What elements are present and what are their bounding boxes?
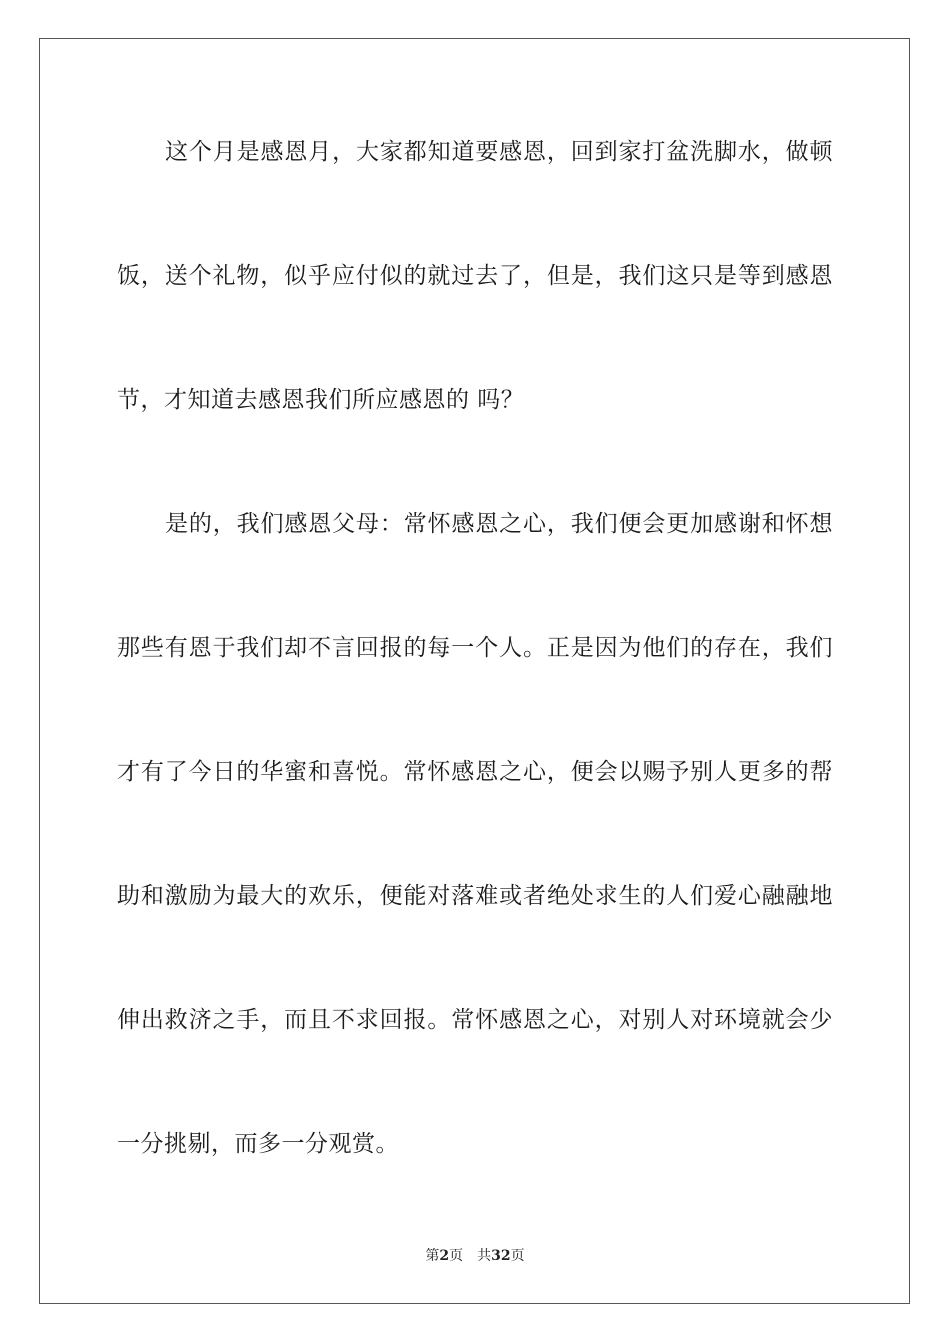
- text-line: 节，才知道去感恩我们所应感恩的 吗？: [117, 387, 525, 413]
- text-line: 助和激励为最大的欢乐，便能对落难或者绝处求生的人们爱心融融地: [117, 883, 833, 909]
- total-prefix: 共: [477, 1248, 492, 1264]
- page-border: [39, 38, 910, 1304]
- page-prefix: 第: [425, 1248, 440, 1264]
- text-line: 伸出救济之手，而且不求回报。常怀感恩之心，对别人对环境就会少: [117, 1007, 833, 1033]
- text-line: 才有了今日的华蜜和喜悦。常怀感恩之心，便会以赐予别人更多的帮: [117, 759, 833, 785]
- text-line: 那些有恩于我们却不言回报的每一个人。正是因为他们的存在，我们: [117, 635, 833, 661]
- text-line: 一分挑剔，而多一分观赏。: [117, 1131, 399, 1157]
- page-footer: [0, 1247, 950, 1265]
- total-pages: 32: [491, 1248, 511, 1264]
- total-suffix: 页: [510, 1248, 525, 1264]
- text-line: 这个月是感恩月，大家都知道要感恩，回到家打盆洗脚水，做顿: [165, 139, 833, 165]
- page-number: 2: [439, 1248, 450, 1264]
- text-line: 是的，我们感恩父母：常怀感恩之心，我们便会更加感谢和怀想: [165, 511, 833, 537]
- page-suffix: 页: [449, 1248, 464, 1264]
- text-line: 饭，送个礼物，似乎应付似的就过去了，但是，我们这只是等到感恩: [117, 263, 833, 289]
